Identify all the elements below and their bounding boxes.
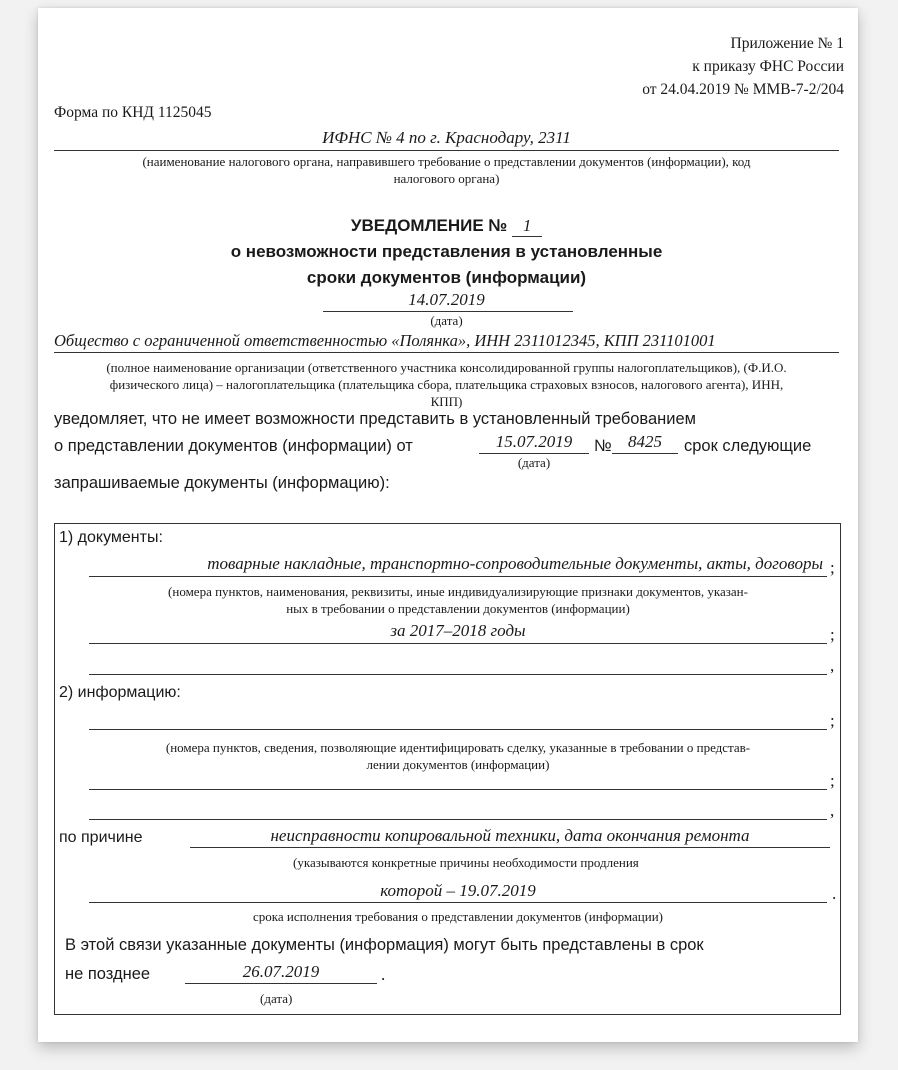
document-page xyxy=(38,8,858,1042)
documents-heading: 1) документы: xyxy=(59,529,163,546)
request-number-line xyxy=(612,453,678,454)
tax-authority-caption-line2: налогового органа) xyxy=(393,171,500,186)
information-heading: 2) информацию: xyxy=(59,684,181,701)
notice-date-caption: (дата) xyxy=(430,313,463,328)
reason-line2 xyxy=(89,902,827,903)
documents-semicolon2: ; xyxy=(830,625,835,644)
title-line1 xyxy=(54,213,839,239)
title-line2: о невозможности представления в установленные xyxy=(230,242,663,261)
taxpayer-value: Общество с ограниченной ответственностью «Полянка», ИНН 2311012345, КПП 231101001 xyxy=(54,331,716,350)
information-line2 xyxy=(89,789,827,790)
reason-value2: которой – 19.07.2019 xyxy=(380,881,536,900)
information-comma: , xyxy=(830,801,835,820)
documents-line1 xyxy=(89,576,827,577)
form-code: Форма по КНД 1125045 xyxy=(54,104,212,121)
documents-value1: товарные накладные, транспортно-сопроводительные документы, акты, договоры xyxy=(207,554,823,573)
notice-date-line xyxy=(323,311,573,312)
request-number-value: 8425 xyxy=(628,432,662,451)
information-semicolon2: ; xyxy=(830,771,835,790)
information-caption-line1: (номера пунктов, сведения, позволяющие идентифицировать сделку, указанные в требовании о представ- xyxy=(165,740,751,755)
documents-line3 xyxy=(89,674,827,675)
reason-label: по причине xyxy=(59,829,143,846)
reason-caption2: срока исполнения требования о представлении документов (информации) xyxy=(252,909,664,924)
taxpayer-caption-line3: КПП) xyxy=(430,394,463,409)
taxpayer-caption-line1: (полное наименование организации (ответственного участника консолидированной группы налогоплательщиков), (Ф.И.О. xyxy=(106,360,787,375)
documents-caption-line1: (номера пунктов, наименования, реквизиты, иные индивидуализирующие признаки документов, указан- xyxy=(168,584,748,599)
documents-semicolon1: ; xyxy=(830,558,835,577)
body-line2-suffix: срок следующие xyxy=(684,437,812,455)
deadline-line1: В этой связи указанные документы (информация) могут быть представлены в срок xyxy=(65,936,704,954)
deadline-caption: (дата) xyxy=(260,991,293,1006)
header-appendix: Приложение № 1 xyxy=(730,35,844,52)
tax-authority-caption-line1: (наименование налогового органа, направившего требование о представлении документов (информации), код xyxy=(142,154,751,169)
documents-value2: за 2017–2018 годы xyxy=(390,621,526,640)
documents-line2 xyxy=(89,643,827,644)
reason-value1: неисправности копировальной техники, дата окончания ремонта xyxy=(270,826,750,845)
documents-caption xyxy=(89,583,827,617)
deadline-period: . xyxy=(381,965,386,984)
tax-authority-value: ИФНС № 4 по г. Краснодару, 2311 xyxy=(322,128,571,147)
title-line3: сроки документов (информации) xyxy=(306,268,587,287)
body-line2-prefix: о представлении документов (информации) от xyxy=(54,437,413,455)
header-block xyxy=(544,32,844,101)
information-semicolon1: ; xyxy=(830,711,835,730)
documents-comma: , xyxy=(830,656,835,675)
taxpayer-caption xyxy=(54,359,839,410)
header-order-ref: от 24.04.2019 № ММВ-7-2/204 xyxy=(642,81,844,98)
tax-authority-line xyxy=(54,150,839,151)
title-label: УВЕДОМЛЕНИЕ № xyxy=(350,216,508,235)
deadline-prefix: не позднее xyxy=(65,965,151,983)
reason-line1 xyxy=(190,847,830,848)
request-date-value: 15.07.2019 xyxy=(495,432,573,451)
body-line1: уведомляет, что не имеет возможности представить в установленный требованием xyxy=(54,410,697,428)
taxpayer-caption-line2: физического лица) – налогоплательщика (плательщика сбора, плательщика страховых взносов, налогового агента), ИНН, xyxy=(109,377,784,392)
deadline-value: 26.07.2019 xyxy=(242,962,320,981)
number-sign: № xyxy=(594,437,612,455)
reason-caption1: (указываются конкретные причины необходимости продления xyxy=(293,855,639,870)
body-line3: запрашиваемые документы (информацию): xyxy=(54,474,390,492)
documents-caption-line2: ных в требовании о представлении документов (информации) xyxy=(286,601,630,616)
notice-title xyxy=(54,213,839,291)
taxpayer-line xyxy=(54,352,839,353)
deadline-line xyxy=(185,983,377,984)
information-caption-line2: лении документов (информации) xyxy=(366,757,550,772)
request-date-line xyxy=(479,453,589,454)
information-line1 xyxy=(89,729,827,730)
notice-date-value: 14.07.2019 xyxy=(408,290,485,309)
information-caption xyxy=(89,739,827,773)
details-box xyxy=(54,523,841,1015)
tax-authority-caption xyxy=(54,153,839,187)
title-number: 1 xyxy=(512,216,542,237)
request-date-caption: (дата) xyxy=(517,455,551,470)
header-order: к приказу ФНС России xyxy=(692,58,844,75)
information-line3 xyxy=(89,819,827,820)
reason-period: . xyxy=(832,884,837,903)
